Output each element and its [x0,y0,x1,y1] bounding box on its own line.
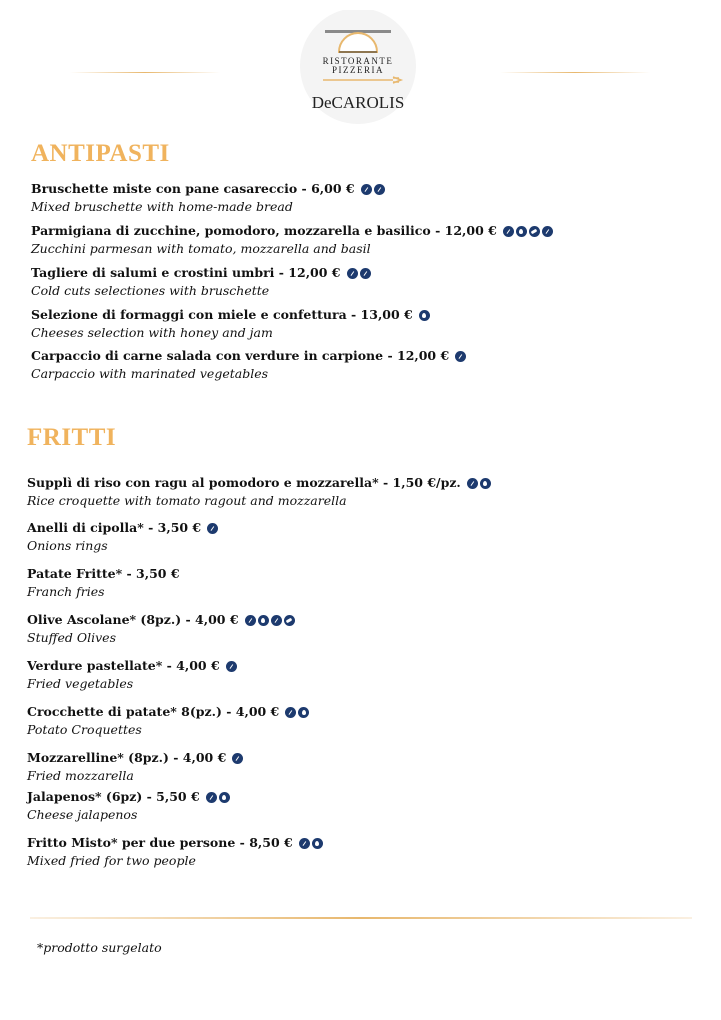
header-line-left [70,72,220,73]
menu-item-description: Mixed bruschette with home-made bread [31,199,293,214]
milk-icon [419,310,430,321]
menu-item [31,178,387,198]
allergen-icons [455,346,468,365]
menu-item-name: Verdure pastellate* - 4,00 € [27,657,220,673]
allergen-icons [232,748,245,767]
menu-item-name: Anelli di cipolla* - 3,50 € [27,519,202,535]
footer-divider [30,917,692,919]
wheat-icon [455,351,466,362]
menu-item-description: Cheese jalapenos [27,807,138,822]
menu-item-name: Tagliere di salumi e crostini umbri - 12,00 € [31,264,341,280]
menu-item-name: Olive Ascolane* (8pz.) - 4,00 € [27,611,239,627]
menu-item-description: Carpaccio with marinated vegetables [31,366,269,381]
menu-item-description: Onions rings [27,538,108,553]
menu-item-name: Carpaccio di carne salada con verdure in carpione - 12,00 € [31,347,450,363]
menu-item [31,220,555,240]
wheat-icon [374,184,385,195]
menu-item [31,345,468,365]
allergen-icons [299,833,325,852]
menu-item-description: Fried mozzarella [27,768,134,783]
menu-item-description: Stuffed Olives [27,630,116,645]
wheat-icon [285,707,296,718]
wheat-icon [299,838,310,849]
section-title-antipasti: ANTIPASTI [31,140,170,167]
milk-icon [298,707,309,718]
menu-item-name: Jalapenos* (6pz) - 5,50 € [27,788,200,804]
menu-item [27,563,186,582]
milk-icon [312,838,323,849]
menu-item-name: Fritto Misto* per due persone - 8,50 € [27,834,293,850]
milk-icon [516,226,527,237]
menu-item [27,609,297,629]
menu-item [31,304,432,324]
wheat-icon [361,184,372,195]
wheat-icon [347,268,358,279]
menu-item-name: Mozzarelline* (8pz.) - 4,00 € [27,749,227,765]
wheat-icon [542,226,553,237]
section-title-fritti: FRITTI [27,424,117,451]
allergen-icons [467,473,493,492]
menu-item-description: Cheeses selection with honey and jam [31,325,273,340]
menu-item-description: Mixed fried for two people [27,853,196,868]
allergen-icons [361,179,387,198]
wheat-icon [207,523,218,534]
menu-item-name: Crocchette di patate* 8(pz.) - 4,00 € [27,703,280,719]
menu-item [27,747,245,767]
egg-icon [284,615,295,626]
allergen-icons [206,787,232,806]
menu-item-name: Patate Fritte* - 3,50 € [27,565,180,581]
allergen-icons [245,610,297,629]
wheat-icon [226,661,237,672]
allergen-icons [347,263,373,282]
egg-icon [529,226,540,237]
menu-item-name: Bruschette miste con pane casareccio - 6,00 € [31,180,355,196]
wheat-icon [232,753,243,764]
allergen-icons [226,656,239,675]
logo-brand: DeCAROLIS [311,93,405,112]
header-line-right [500,72,650,73]
menu-item-name: Selezione di formaggi con miele e confettura - 13,00 € [31,306,413,322]
allergen-icons [503,221,555,240]
footnote: *prodotto surgelato [37,940,162,955]
menu-item [27,517,220,537]
logo-line1: RISTORANTE [322,56,394,66]
logo-line2: PIZZERIA [332,65,384,75]
menu-item-description: Potato Croquettes [27,722,142,737]
menu-item [27,472,493,492]
milk-icon [258,615,269,626]
wheat-icon [206,792,217,803]
menu-item [27,786,232,806]
allergen-icons [285,702,311,721]
wheat-icon [467,478,478,489]
wheat-icon [503,226,514,237]
menu-item [27,832,325,852]
menu-item-description: Fried vegetables [27,676,134,691]
milk-icon [480,478,491,489]
menu-item [27,701,311,721]
menu-item-description: Rice croquette with tomato ragout and mozzarella [27,493,347,508]
milk-icon [219,792,230,803]
wheat-icon [360,268,371,279]
menu-item [27,655,239,675]
wheat-icon [245,615,256,626]
menu-item-name: Supplì di riso con ragu al pomodoro e mozzarella* - 1,50 €/pz. [27,474,461,490]
allergen-icons [419,305,432,324]
menu-item-name: Parmigiana di zucchine, pomodoro, mozzarella e basilico - 12,00 € [31,222,497,238]
menu-item-description: Cold cuts selectiones with bruschette [31,283,270,298]
wheat-icon [271,615,282,626]
menu-item [31,262,373,282]
menu-item-description: Franch fries [27,584,105,599]
menu-item-description: Zucchini parmesan with tomato, mozzarella and basil [31,241,371,256]
allergen-icons [207,518,220,537]
restaurant-logo [291,10,426,128]
